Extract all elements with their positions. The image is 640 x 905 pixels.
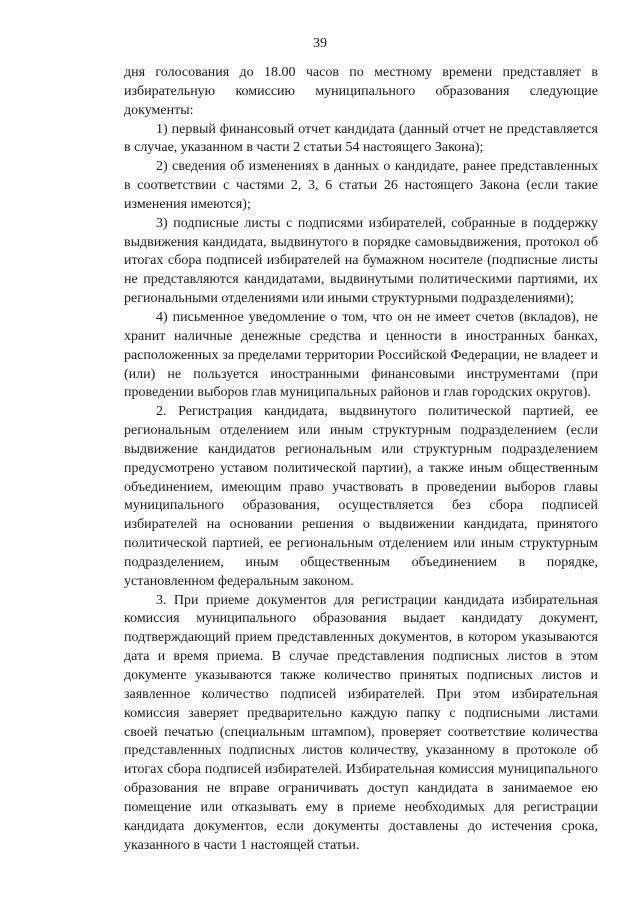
paragraph-section-3: 3. При приеме документов для регистрации кандидата избирательная комиссия муниципального образования выдает кандидату документ, подтверждающий прием представленных документов, в котором указываются дата и время приема. В случае представления подписных листов в этом документе указываются также количество принятых подписных листов и заявленное количество подписей избирателей. При этом избирательная комиссия заверяет предварительно каждую папку с подписными листами своей печатью (специальным штампом), проверяет соответствие количества представленных подписных листов количеству, указанному в протоколе об итогах сбора подписей избирателей. Избирательная комиссия муниципального образования не вправе ограничивать доступ кандидата в занимаемое ею помещение или отказывать ему в приеме необходимых для регистрации кандидата документов, если документы доставлены до истечения срока, указанного в части 1 настоящей статьи. [124,592,598,853]
document-body [124,64,598,855]
paragraph-intro: дня голосования до 18.00 часов по местному времени представляет в избирательную комиссию муниципального образования следующие документы: [124,65,598,118]
page-number: 39 [313,36,327,51]
paragraph-item-2: 2) сведения об изменениях в данных о кандидате, ранее представленных в соответствии с частями 2, 3, 6 статьи 26 настоящего Закона (если такие изменения имеются); [124,159,598,212]
paragraph-item-1: 1) первый финансовый отчет кандидата (данный отчет не представляется в случае, указанном в части 2 статьи 54 настоящего Закона); [124,121,598,156]
paragraph-section-2: 2. Регистрация кандидата, выдвинутого политической партией, ее региональным отделением или иным структурным подразделением (если выдвижение кандидатов региональным или структурным подразделением предусмотрено уставом политической партии), а также иным общественным объединением, имеющим право участвовать в проведении выборов главы муниципального образования, осуществляется без сбора подписей избирателей на основании решения о выдвижении кандидата, принятого политической партией, ее региональным отделением или иным структурным подразделением, иным общественным объединением в порядке, установленном федеральным законом. [124,404,598,589]
paragraph-item-4: 4) письменное уведомление о том, что он не имеет счетов (вкладов), не хранит наличные денежные средства и ценности в иностранных банках, расположенных за пределами территории Российской Федерации, не владеет и (или) не пользуется иностранными финансовыми инструментами (при проведении выборов глав муниципальных районов и глав городских округов). [124,309,598,401]
paragraph-item-3: 3) подписные листы с подписями избирателей, собранные в поддержку выдвижения кандидата, выдвинутого в порядке самовыдвижения, протокол об итогах сбора подписей избирателей на бумажном носителе (подписные листы не представляются кандидатами, выдвинутыми политическими партиями, их региональными отделениями или иными структурными подразделениями); [124,215,598,307]
